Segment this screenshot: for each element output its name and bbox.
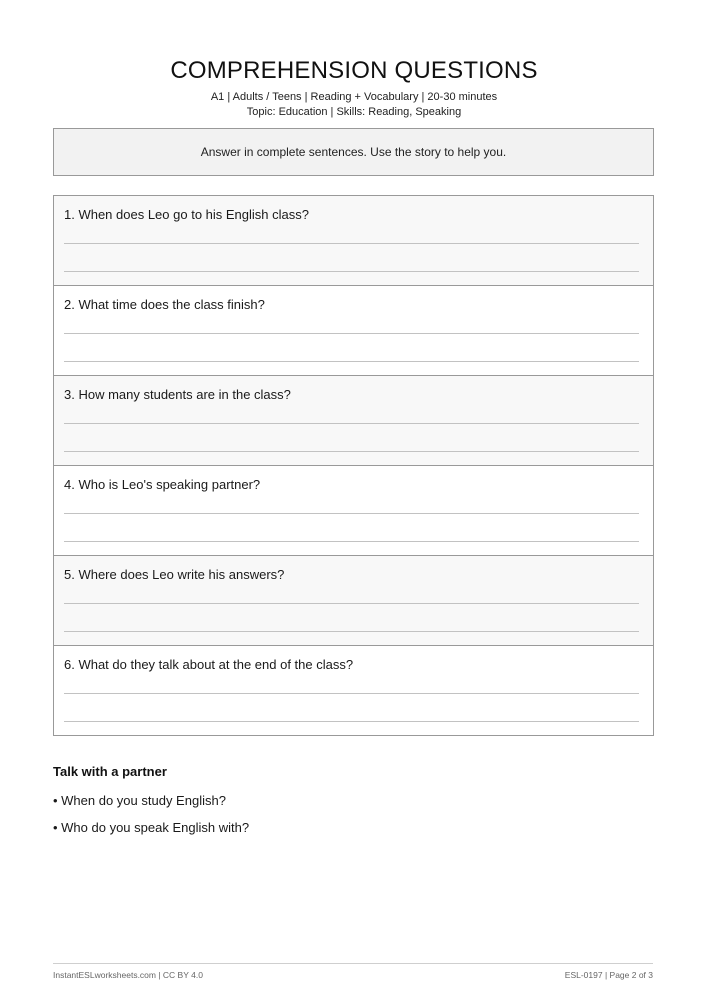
footer-page-number: ESL-0197 | Page 2 of 3 [564, 970, 653, 980]
partner-question: • When do you study English? [53, 793, 226, 808]
questions-list [53, 195, 654, 736]
question-box [54, 376, 653, 466]
question-box [54, 556, 653, 646]
instructions-box [53, 128, 654, 176]
question-text: 1. When does Leo go to his English class? [64, 207, 309, 222]
answer-line[interactable] [64, 603, 639, 604]
answer-line[interactable] [64, 451, 639, 452]
answer-line[interactable] [64, 361, 639, 362]
instructions-text: Answer in complete sentences. Use the story to help you. [200, 145, 507, 159]
question-text: 5. Where does Leo write his answers? [64, 567, 285, 582]
question-text: 6. What do they talk about at the end of the class? [64, 657, 354, 672]
answer-line[interactable] [64, 693, 639, 694]
partner-heading: Talk with a partner [53, 764, 167, 779]
question-box [54, 286, 653, 376]
question-text: 2. What time does the class finish? [64, 297, 265, 312]
answer-line[interactable] [64, 541, 639, 542]
answer-line[interactable] [64, 513, 639, 514]
topic-info: Topic: Education | Skills: Reading, Speaking [246, 106, 462, 118]
footer-divider [53, 963, 653, 964]
answer-line[interactable] [64, 423, 639, 424]
answer-line[interactable] [64, 631, 639, 632]
question-box [54, 646, 653, 736]
question-box [54, 466, 653, 556]
footer-source: InstantESLworksheets.com | CC BY 4.0 [53, 970, 203, 980]
answer-line[interactable] [64, 721, 639, 722]
partner-question: • Who do you speak English with? [53, 820, 250, 835]
question-text: 3. How many students are in the class? [64, 387, 291, 402]
page-title: COMPREHENSION QUESTIONS [170, 57, 538, 84]
answer-line[interactable] [64, 271, 639, 272]
level-info: A1 | Adults / Teens | Reading + Vocabulary | 20-30 minutes [210, 91, 498, 103]
answer-line[interactable] [64, 243, 639, 244]
question-text: 4. Who is Leo's speaking partner? [64, 477, 261, 492]
question-box [54, 196, 653, 286]
answer-line[interactable] [64, 333, 639, 334]
